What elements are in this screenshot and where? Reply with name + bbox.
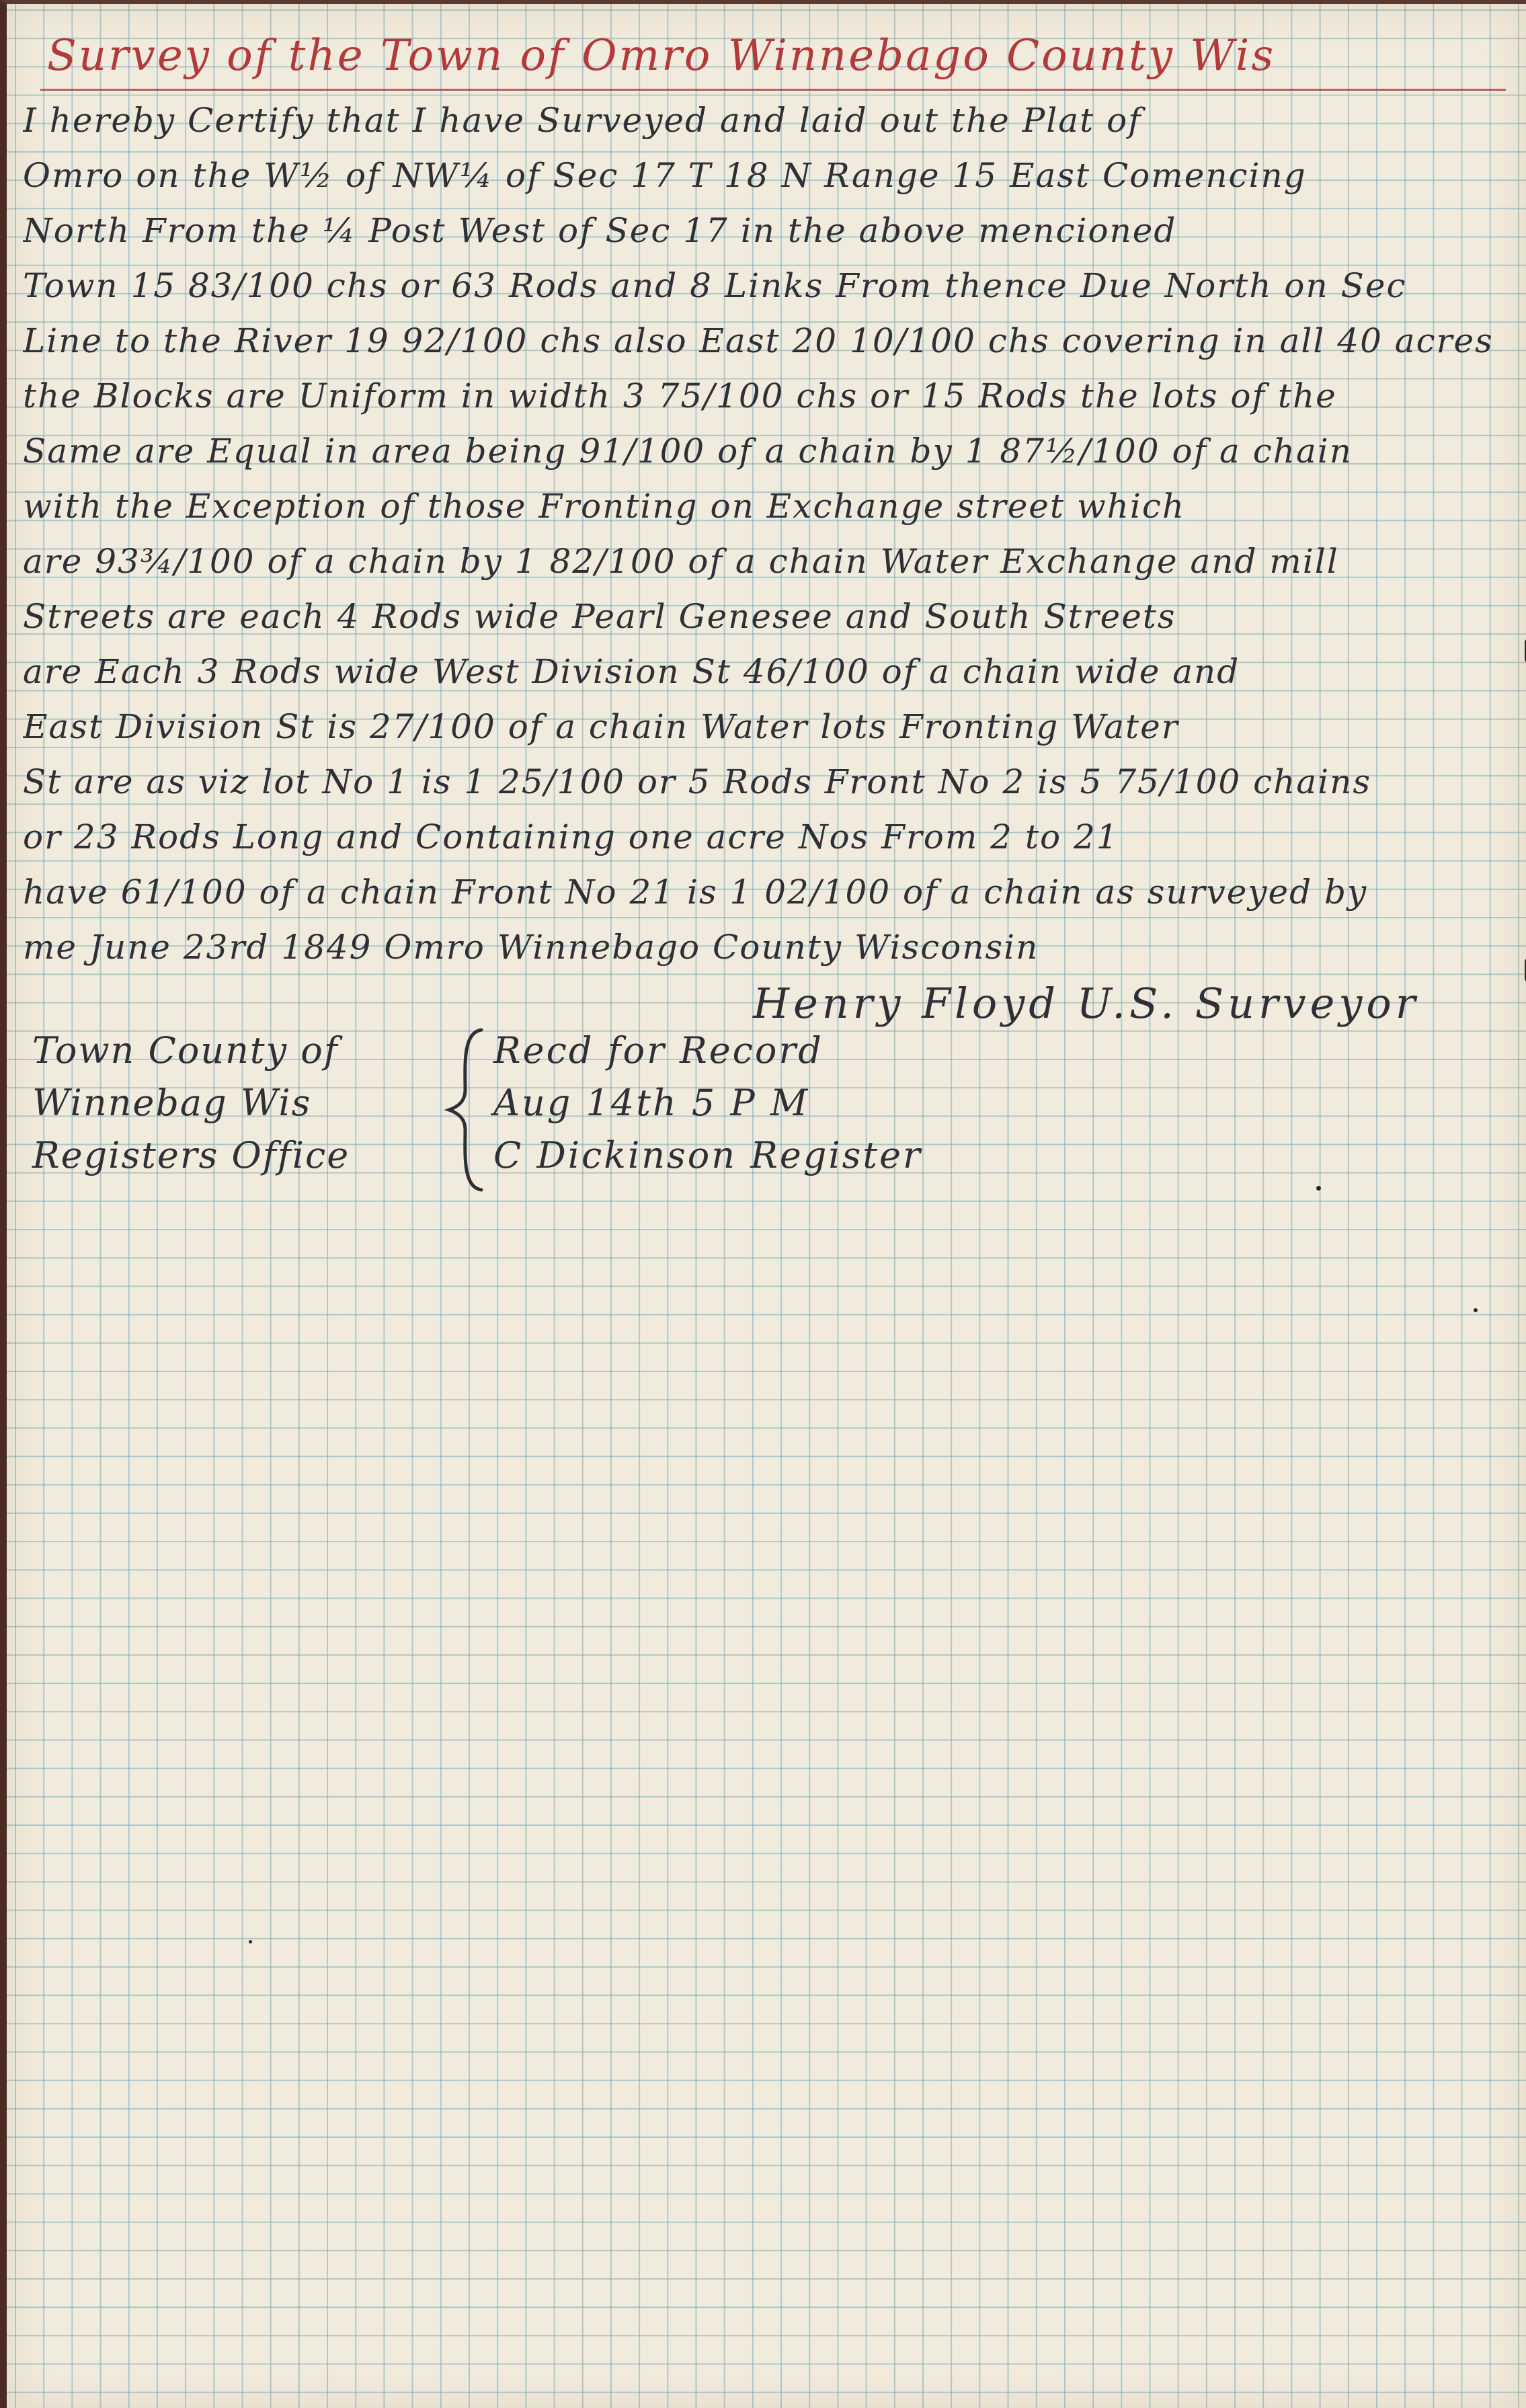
text-line: are 93¾/100 of a chain by 1 82/100 of a chain Water Exchange and mill	[23, 542, 1339, 581]
registry-location	[32, 1025, 463, 1182]
ink-speck	[1316, 1186, 1321, 1191]
text-line: Same are Equal in area being 91/100 of a chain by 1 87½/100 of a chain	[23, 432, 1353, 471]
page-title: Survey of the Town of Omro Winnebago County Wis	[47, 31, 1276, 81]
registry-line: Town County of	[32, 1029, 339, 1072]
text-line: the Blocks are Uniform in width 3 75/100 chs or 15 Rods the lots of the	[23, 376, 1337, 415]
recording-note	[493, 1025, 1367, 1182]
registry-line: Winnebag Wis	[32, 1082, 312, 1124]
text-line: North From the ¼ Post West of Sec 17 in the above mencioned	[23, 211, 1177, 250]
ink-speck	[1474, 1308, 1478, 1312]
text-line: with the Exception of those Fronting on Exchange street which	[23, 487, 1186, 526]
text-line: me June 23rd 1849 Omro Winnebago County Wisconsin	[23, 928, 1039, 967]
text-line: Line to the River 19 92/100 chs also East 20 10/100 chs covering in all 40 acres	[23, 321, 1494, 360]
text-line: are Each 3 Rods wide West Division St 46/100 of a chain wide and	[23, 652, 1240, 691]
text-line: St are as viz lot No 1 is 1 25/100 or 5 Rods Front No 2 is 5 75/100 chains	[23, 762, 1372, 801]
certificate-text	[23, 93, 1515, 975]
text-line: Town 15 83/100 chs or 63 Rods and 8 Links From thence Due North on Sec	[23, 266, 1407, 305]
text-line: Streets are each 4 Rods wide Pearl Genesee and South Streets	[23, 597, 1176, 636]
recording-line: Aug 14th 5 P M	[493, 1082, 810, 1124]
ink-speck	[249, 1940, 252, 1943]
recording-line: Recd for Record	[493, 1029, 824, 1072]
text-line: or 23 Rods Long and Containing one acre Nos From 2 to 21	[23, 817, 1119, 856]
text-line: East Division St is 27/100 of a chain Water lots Fronting Water	[23, 707, 1179, 746]
surveyor-signature: Henry Floyd U.S. Surveyor	[753, 979, 1420, 1028]
text-line: I hereby Certify that I have Surveyed and laid out the Plat of	[23, 101, 1142, 140]
curly-brace	[442, 1026, 489, 1194]
registry-line: Registers Office	[32, 1134, 350, 1176]
title-underline	[40, 89, 1506, 91]
recording-line: C Dickinson Register	[493, 1134, 922, 1176]
text-line: Omro on the W½ of NW¼ of Sec 17 T 18 N Range 15 East Comencing	[23, 156, 1307, 195]
text-line: have 61/100 of a chain Front No 21 is 1 02/100 of a chain as surveyed by	[23, 873, 1368, 912]
